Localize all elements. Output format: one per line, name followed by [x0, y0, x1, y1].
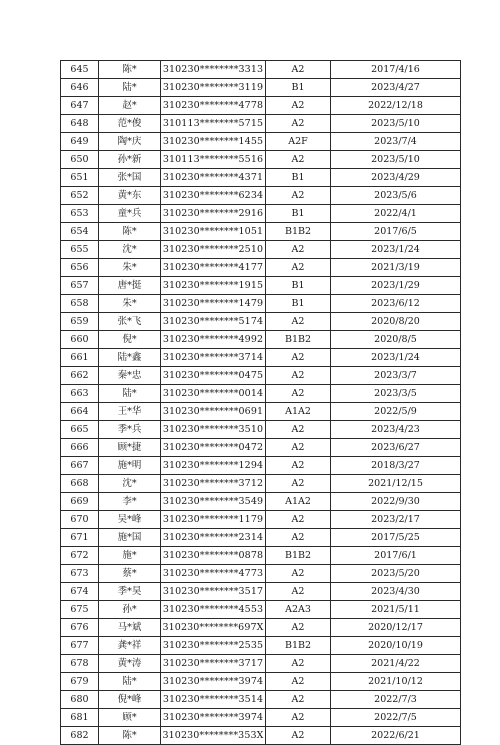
id-number-cell: 310230********3517: [161, 583, 266, 601]
id-number-cell: 310230********3514: [161, 691, 266, 709]
license-class-cell: A2: [266, 421, 331, 439]
license-class-cell: A2: [266, 385, 331, 403]
name-cell: 施*明: [99, 457, 161, 475]
name-cell: 季*昊: [99, 583, 161, 601]
row-number-cell: 670: [61, 511, 99, 529]
name-cell: 赵*: [99, 97, 161, 115]
date-cell: 2020/8/5: [331, 331, 461, 349]
license-class-cell: A2: [266, 655, 331, 673]
id-number-cell: 310230********2916: [161, 205, 266, 223]
name-cell: 陈*: [99, 61, 161, 79]
id-number-cell: 310230********1179: [161, 511, 266, 529]
date-cell: 2023/3/5: [331, 385, 461, 403]
id-number-cell: 310230********1294: [161, 457, 266, 475]
name-cell: 范*俊: [99, 115, 161, 133]
date-cell: 2022/9/30: [331, 493, 461, 511]
row-number-cell: 651: [61, 169, 99, 187]
row-number-cell: 664: [61, 403, 99, 421]
table-row: [61, 331, 461, 349]
date-cell: 2022/5/9: [331, 403, 461, 421]
id-number-cell: 310230********1479: [161, 295, 266, 313]
license-class-cell: B1B2: [266, 637, 331, 655]
table-row: [61, 115, 461, 133]
name-cell: 朱*: [99, 259, 161, 277]
table-row: [61, 475, 461, 493]
row-number-cell: 660: [61, 331, 99, 349]
id-number-cell: 310230********697X: [161, 619, 266, 637]
license-class-cell: A2: [266, 115, 331, 133]
row-number-cell: 666: [61, 439, 99, 457]
table-row: [61, 133, 461, 151]
row-number-cell: 679: [61, 673, 99, 691]
license-class-cell: B1: [266, 295, 331, 313]
row-number-cell: 647: [61, 97, 99, 115]
row-number-cell: 665: [61, 421, 99, 439]
id-number-cell: 310230********3974: [161, 709, 266, 727]
date-cell: 2022/4/1: [331, 205, 461, 223]
id-number-cell: 310230********4778: [161, 97, 266, 115]
date-cell: 2018/3/27: [331, 457, 461, 475]
name-cell: 龚*祥: [99, 637, 161, 655]
row-number-cell: 667: [61, 457, 99, 475]
name-cell: 张*飞: [99, 313, 161, 331]
name-cell: 孙*新: [99, 151, 161, 169]
id-number-cell: 310113********5516: [161, 151, 266, 169]
date-cell: 2022/7/3: [331, 691, 461, 709]
name-cell: 李*: [99, 493, 161, 511]
license-class-cell: A2: [266, 259, 331, 277]
license-class-cell: B1: [266, 169, 331, 187]
date-cell: 2021/12/15: [331, 475, 461, 493]
date-cell: 2021/5/11: [331, 601, 461, 619]
row-number-cell: 676: [61, 619, 99, 637]
name-cell: 陆*: [99, 79, 161, 97]
license-class-cell: A2: [266, 313, 331, 331]
id-number-cell: 310230********2314: [161, 529, 266, 547]
id-number-cell: 310230********0014: [161, 385, 266, 403]
table-row: [61, 655, 461, 673]
table-row: [61, 565, 461, 583]
row-number-cell: 648: [61, 115, 99, 133]
row-number-cell: 654: [61, 223, 99, 241]
table-row: [61, 259, 461, 277]
name-cell: 黄*东: [99, 187, 161, 205]
name-cell: 王*华: [99, 403, 161, 421]
id-number-cell: 310230********3313: [161, 61, 266, 79]
table-row: [61, 403, 461, 421]
row-number-cell: 646: [61, 79, 99, 97]
date-cell: 2023/7/4: [331, 133, 461, 151]
id-number-cell: 310230********3974: [161, 673, 266, 691]
license-class-cell: A2: [266, 475, 331, 493]
table-row: [61, 691, 461, 709]
row-number-cell: 675: [61, 601, 99, 619]
table-row: [61, 187, 461, 205]
name-cell: 朱*: [99, 295, 161, 313]
date-cell: 2017/6/5: [331, 223, 461, 241]
row-number-cell: 669: [61, 493, 99, 511]
row-number-cell: 672: [61, 547, 99, 565]
date-cell: 2023/6/12: [331, 295, 461, 313]
license-record-table: [60, 60, 461, 745]
license-class-cell: B1B2: [266, 547, 331, 565]
row-number-cell: 659: [61, 313, 99, 331]
row-number-cell: 681: [61, 709, 99, 727]
license-class-cell: A2: [266, 61, 331, 79]
license-class-cell: A2: [266, 457, 331, 475]
date-cell: 2023/1/24: [331, 349, 461, 367]
license-class-cell: A2: [266, 529, 331, 547]
row-number-cell: 682: [61, 727, 99, 745]
row-number-cell: 653: [61, 205, 99, 223]
table-row: [61, 637, 461, 655]
table-row: [61, 313, 461, 331]
table-row: [61, 547, 461, 565]
name-cell: 施*国: [99, 529, 161, 547]
table-row: [61, 79, 461, 97]
row-number-cell: 671: [61, 529, 99, 547]
row-number-cell: 652: [61, 187, 99, 205]
license-class-cell: B1: [266, 277, 331, 295]
name-cell: 沈*: [99, 241, 161, 259]
name-cell: 马*斌: [99, 619, 161, 637]
name-cell: 唐*挺: [99, 277, 161, 295]
row-number-cell: 663: [61, 385, 99, 403]
license-class-cell: B1: [266, 205, 331, 223]
name-cell: 陆*: [99, 385, 161, 403]
license-class-cell: A2: [266, 151, 331, 169]
name-cell: 施*: [99, 547, 161, 565]
license-class-cell: A2A3: [266, 601, 331, 619]
date-cell: 2023/4/27: [331, 79, 461, 97]
date-cell: 2022/6/21: [331, 727, 461, 745]
table-row: [61, 511, 461, 529]
license-class-cell: A2: [266, 97, 331, 115]
license-class-cell: A1A2: [266, 493, 331, 511]
id-number-cell: 310230********4177: [161, 259, 266, 277]
table-row: [61, 349, 461, 367]
id-number-cell: 310230********4371: [161, 169, 266, 187]
table-row: [61, 619, 461, 637]
row-number-cell: 674: [61, 583, 99, 601]
date-cell: 2023/4/30: [331, 583, 461, 601]
id-number-cell: 310230********3119: [161, 79, 266, 97]
name-cell: 孙*: [99, 601, 161, 619]
table-row: [61, 529, 461, 547]
table-row: [61, 583, 461, 601]
name-cell: 倪*峰: [99, 691, 161, 709]
name-cell: 陶*庆: [99, 133, 161, 151]
row-number-cell: 649: [61, 133, 99, 151]
license-class-cell: B1B2: [266, 331, 331, 349]
license-class-cell: A2: [266, 691, 331, 709]
license-class-cell: A2: [266, 511, 331, 529]
id-number-cell: 310230********1455: [161, 133, 266, 151]
license-class-cell: A2: [266, 565, 331, 583]
name-cell: 黄*涛: [99, 655, 161, 673]
date-cell: 2020/12/17: [331, 619, 461, 637]
id-number-cell: 310230********0878: [161, 547, 266, 565]
name-cell: 倪*: [99, 331, 161, 349]
id-number-cell: 310230********1051: [161, 223, 266, 241]
date-cell: 2021/4/22: [331, 655, 461, 673]
date-cell: 2022/12/18: [331, 97, 461, 115]
table-row: [61, 97, 461, 115]
id-number-cell: 310230********4553: [161, 601, 266, 619]
date-cell: 2023/1/24: [331, 241, 461, 259]
id-number-cell: 310230********5174: [161, 313, 266, 331]
name-cell: 顾*捷: [99, 439, 161, 457]
license-class-cell: A1A2: [266, 403, 331, 421]
name-cell: 陈*: [99, 727, 161, 745]
name-cell: 季*兵: [99, 421, 161, 439]
row-number-cell: 657: [61, 277, 99, 295]
id-number-cell: 310230********353X: [161, 727, 266, 745]
date-cell: 2023/5/20: [331, 565, 461, 583]
date-cell: 2020/10/19: [331, 637, 461, 655]
table-row: [61, 601, 461, 619]
name-cell: 童*兵: [99, 205, 161, 223]
date-cell: 2017/5/25: [331, 529, 461, 547]
table-row: [61, 673, 461, 691]
id-number-cell: 310230********0475: [161, 367, 266, 385]
row-number-cell: 656: [61, 259, 99, 277]
date-cell: 2023/3/7: [331, 367, 461, 385]
table-row: [61, 439, 461, 457]
license-class-cell: A2: [266, 619, 331, 637]
id-number-cell: 310230********3717: [161, 655, 266, 673]
license-class-cell: A2: [266, 367, 331, 385]
name-cell: 陈*: [99, 223, 161, 241]
name-cell: 陆*: [99, 673, 161, 691]
table-row: [61, 151, 461, 169]
table-row: [61, 169, 461, 187]
date-cell: 2021/3/19: [331, 259, 461, 277]
row-number-cell: 680: [61, 691, 99, 709]
date-cell: 2017/4/16: [331, 61, 461, 79]
table-row: [61, 223, 461, 241]
date-cell: 2021/10/12: [331, 673, 461, 691]
row-number-cell: 662: [61, 367, 99, 385]
date-cell: 2023/2/17: [331, 511, 461, 529]
name-cell: 陆*鑫: [99, 349, 161, 367]
table-row: [61, 709, 461, 727]
document-sheet: [60, 60, 460, 741]
license-class-cell: A2: [266, 583, 331, 601]
license-class-cell: A2: [266, 673, 331, 691]
date-cell: 2023/5/10: [331, 151, 461, 169]
id-number-cell: 310230********6234: [161, 187, 266, 205]
name-cell: 张*国: [99, 169, 161, 187]
table-row: [61, 421, 461, 439]
license-class-cell: A2: [266, 187, 331, 205]
name-cell: 吴*峰: [99, 511, 161, 529]
row-number-cell: 650: [61, 151, 99, 169]
row-number-cell: 655: [61, 241, 99, 259]
id-number-cell: 310230********3712: [161, 475, 266, 493]
date-cell: 2020/8/20: [331, 313, 461, 331]
row-number-cell: 673: [61, 565, 99, 583]
row-number-cell: 678: [61, 655, 99, 673]
row-number-cell: 658: [61, 295, 99, 313]
date-cell: 2023/6/27: [331, 439, 461, 457]
table-row: [61, 493, 461, 511]
date-cell: 2023/1/29: [331, 277, 461, 295]
license-class-cell: A2: [266, 709, 331, 727]
date-cell: 2023/4/29: [331, 169, 461, 187]
id-number-cell: 310230********0472: [161, 439, 266, 457]
license-class-cell: A2: [266, 727, 331, 745]
id-number-cell: 310230********4773: [161, 565, 266, 583]
table-row: [61, 61, 461, 79]
row-number-cell: 645: [61, 61, 99, 79]
id-number-cell: 310230********2510: [161, 241, 266, 259]
license-class-cell: A2: [266, 241, 331, 259]
id-number-cell: 310230********3549: [161, 493, 266, 511]
name-cell: 顾*: [99, 709, 161, 727]
date-cell: 2023/4/23: [331, 421, 461, 439]
table-row: [61, 385, 461, 403]
table-row: [61, 727, 461, 745]
id-number-cell: 310230********3714: [161, 349, 266, 367]
license-class-cell: A2: [266, 439, 331, 457]
table-row: [61, 277, 461, 295]
name-cell: 秦*忠: [99, 367, 161, 385]
name-cell: 蔡*: [99, 565, 161, 583]
date-cell: 2023/5/10: [331, 115, 461, 133]
license-class-cell: B1B2: [266, 223, 331, 241]
row-number-cell: 661: [61, 349, 99, 367]
table-row: [61, 241, 461, 259]
id-number-cell: 310230********0691: [161, 403, 266, 421]
id-number-cell: 310230********4992: [161, 331, 266, 349]
date-cell: 2022/7/5: [331, 709, 461, 727]
table-row: [61, 205, 461, 223]
table-row: [61, 367, 461, 385]
id-number-cell: 310230********2535: [161, 637, 266, 655]
license-class-cell: A2: [266, 349, 331, 367]
id-number-cell: 310113********5715: [161, 115, 266, 133]
license-class-cell: A2F: [266, 133, 331, 151]
license-class-cell: B1: [266, 79, 331, 97]
name-cell: 沈*: [99, 475, 161, 493]
row-number-cell: 677: [61, 637, 99, 655]
id-number-cell: 310230********3510: [161, 421, 266, 439]
row-number-cell: 668: [61, 475, 99, 493]
date-cell: 2017/6/1: [331, 547, 461, 565]
table-row: [61, 457, 461, 475]
date-cell: 2023/5/6: [331, 187, 461, 205]
table-body: [61, 61, 461, 745]
table-row: [61, 295, 461, 313]
id-number-cell: 310230********1915: [161, 277, 266, 295]
